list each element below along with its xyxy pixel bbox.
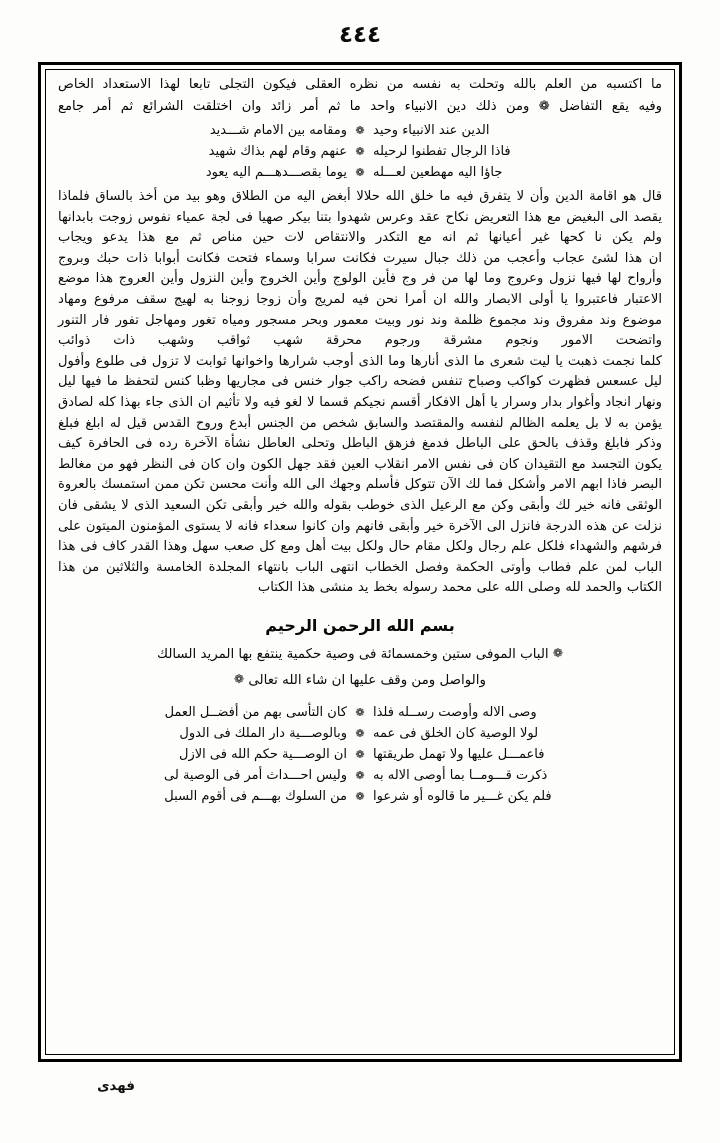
- chapter-heading-line-1: الباب الموفى ستين وخمسمائة فى وصية حكمية ينتفع بها المريد السالك: [157, 646, 549, 662]
- hemistich-first: لولا الوصية كان الخلق فى عمه: [373, 725, 539, 741]
- verse-line: [58, 702, 662, 723]
- opening-line-2: وفيه يقع التفاضل ❁ ومن ذلك دين الانبياء واحد ما ثم أمر زائد وان اختلقت الشرائع ثم أمر جامع: [58, 99, 662, 114]
- chapter-heading: [58, 643, 662, 665]
- hemistich-second: كان التأسى بهم من أفضــل العمل: [164, 704, 347, 720]
- prose-paragraph: قال هو اقامة الدين وأن لا يتفرق فيه ما خلق الله حلالا أبغض اليه من الطلاق وهو بيد من أخذ بالساق فلماذا يقصد الى البغيض مع هذا التعريض نكاح عقد وعرس شهدوا بتنا بيكر صهيا فى لجة عمياء نفوس زوجت بابدانها ولم يكن نا كحها غير أعيانها ثم انه مع التكدر والانتقاص لات حين مناص ثم مع هذا يدعو ويجاب: [58, 189, 662, 246]
- hemistich-second: وليس احـــداث أمر فى الوصية لى: [164, 767, 347, 783]
- verse-separator-icon: ❁: [355, 789, 365, 803]
- verse-separator-icon: ❁: [355, 726, 365, 740]
- hemistich-second: من السلوك بهـــم فى أقوم السبل: [164, 788, 347, 804]
- hemistich-first: الدين عند الانبياء وحيد: [373, 123, 490, 138]
- hemistich-first: ذكرت قـــومــا بما أوصى الاله به: [373, 767, 548, 783]
- page-content: [48, 70, 672, 1054]
- chapter-heading-line-2: والواصل ومن وقف عليها ان شاء الله تعالى: [248, 672, 486, 688]
- verse-separator-icon: ❁: [355, 705, 365, 719]
- ornament-close-icon: ❁: [234, 671, 245, 686]
- hemistich-first: وصى الاله وأوصت رســله فلذا: [373, 704, 537, 720]
- verse-line: [58, 723, 662, 744]
- prose-paragraph: ان هذا لشئ عجاب وأعجب من ذلك جبال سيرت فكانت سرابا وسماء فتحت فكانت أبوابا ذات حبك وبروج وأرواح لها فيها نزول وعروج وما لها من فر وج فأين الولوج وأين الخروج وأين النزول وأين العروج هذا موضع الاعتبار فاعتبروا يا أولى الابصار والله ان أمرا نحن فيه لمريج وأن زوجا زوجنا به لهيج سقف مرفوع ومهاد موضوع وند مفروق وند مجموع ظلمة وند نور وبيت معمور وبحر مسجور ومياه تغور ومهاجل تفور فار التنور واتضحت الامور ونجوم مشرقة ورجوم محرقة شهب ثواقب وشهب ذات ذوائب: [58, 250, 662, 349]
- verse-line: [58, 786, 662, 807]
- opening-line-1: ما اكتسبه من العلم بالله وتحلت به نفسه من نظره العقلى فيكون التجلى تابعا لهذا الاستعداد الخاص: [58, 77, 662, 92]
- verse-line: [58, 765, 662, 786]
- hemistich-first: فاعمـــل عليها ولا تهمل طريقتها: [373, 746, 545, 762]
- verse-line: [58, 120, 662, 141]
- poem-bottom: [58, 702, 662, 807]
- verse-separator-icon: ❁: [355, 768, 365, 782]
- prose-paragraph: كلما نجمت ذهبت يا ليت شعرى ما الذى أنارها وما الذى أوجب شرارها واخوانها ثوابت لا تزول فى طلوع وأفول ليل عسعس فظهرت كواكب وصباح تنفس فضحه راكب جوار خنس فى مجاريها وظبا كنس لتحفظ ما فيها ليل ونهار انجاد وأغوار بدار وسرار يا أهل الافكار أقسم نجيكم قسما لا لغو فيه ولا تأثيم ان الذى جاء بهذا كله لصادق يؤمن به لا بل يعلمه الظالم لنفسه والمقتصد والسابق شخص من الجنس أبدع وروح القدس قيل له ابلغ فبلغ وذكر فابلغ وقذف بالحق على الباطل فدمغ فزهق الباطل وتحلى العاطل نشأة الآخرة رده فى الحافرة كيف يكون التجسد مع التقيدان كان فى نفس الامر انقلاب العين فقد جهل الكون وان كان فى النظر فهو من مغالط البصر فاذا ابهم الامر وأشكل فما لك الآن تتوكل فأسلم وجهك الى الله وأنت محسن تكن ممن استمسك بالعروة الوثقى فانه خير لك وأبقى وكن مع الرعيل الذى خوطب بقوله والله خير وأبقى تكن السعيد الذى لا يشقى فان نزلت عن هذه الدرجة فانزل الى الآخرة خير وأبقى فانهم وان كانوا سعداء فانه لا يستوى المؤمنون الميتون على فرشهم والشهداء فلكل علم رجال ولكل مقام حال ولكل بيت أهل ومع كل صعب سهل وهذا القدر كاف فى هذا الباب لمن علم فطاب وأوتى الحكمة وفصل الخطاب انتهى الباب بانتهاء المجلدة الخامسة والثلاثين من هذا الكتاب والحمد لله وصلى الله على محمد رسوله بخط يد منشى هذا الكتاب: [58, 353, 662, 596]
- verse-separator-icon: ❁: [355, 166, 365, 179]
- hemistich-first: فلم يكن غـــير ما قالوه أو شرعوا: [373, 788, 552, 804]
- basmala: بسم الله الرحمن الرحيم: [265, 615, 455, 635]
- verse-separator-icon: ❁: [355, 124, 365, 137]
- catchword: فهدى: [97, 1078, 135, 1094]
- hemistich-second: ان الوصـــية حكم الله فى الازل: [179, 746, 347, 762]
- poem-top: [58, 120, 662, 183]
- verse-separator-icon: ❁: [355, 747, 365, 761]
- ornament-open-icon: ❁: [552, 645, 563, 660]
- page-number: ٤٤٤: [338, 22, 382, 48]
- hemistich-second: وبالوصـــية دار الملك فى الدول: [179, 725, 347, 741]
- hemistich-second: ومقامه بين الامام شـــديد: [209, 123, 347, 138]
- hemistich-second: عنهم وقام لهم بذاك شهيد: [208, 144, 347, 159]
- hemistich-second: يوما بقصـــدهـــم اليه يعود: [205, 165, 347, 180]
- verse-line: [58, 162, 662, 183]
- verse-line: [58, 141, 662, 162]
- verse-line: [58, 744, 662, 765]
- chapter-heading-continued: [58, 669, 662, 691]
- hemistich-first: فاذا الرجال تفطنوا لرحيله: [373, 144, 511, 159]
- verse-separator-icon: ❁: [355, 145, 365, 158]
- hemistich-first: جاؤا اليه مهطعين لعـــله: [373, 165, 503, 180]
